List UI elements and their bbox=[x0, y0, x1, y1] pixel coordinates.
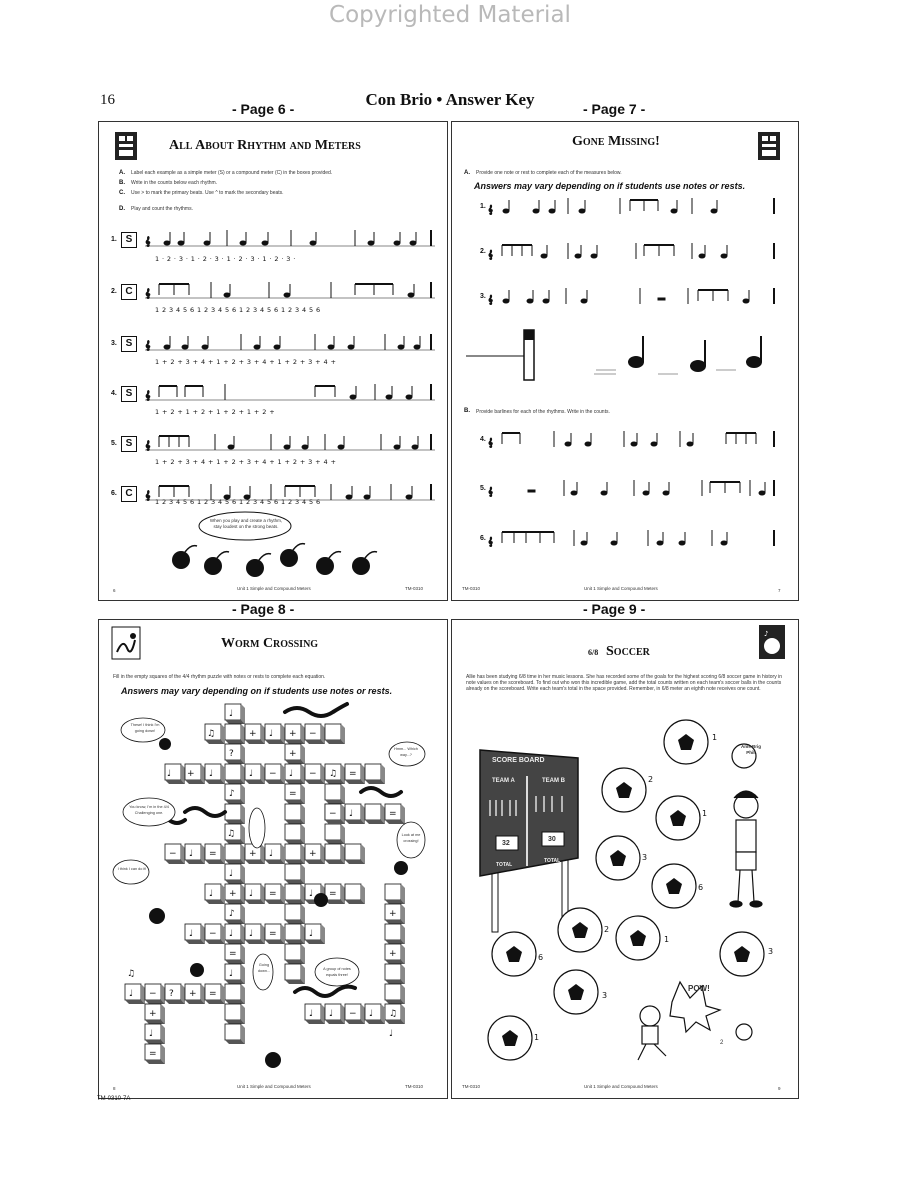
svg-text:−: − bbox=[309, 769, 317, 779]
svg-text:♫: ♫ bbox=[207, 729, 216, 739]
svg-text:♫: ♫ bbox=[127, 969, 136, 979]
letter-b: B. bbox=[119, 180, 125, 186]
worm-icon bbox=[111, 626, 141, 660]
letter-a: A. bbox=[119, 170, 125, 176]
bubble-text: Hmm... Which way...? bbox=[394, 747, 418, 757]
svg-text:−: − bbox=[269, 769, 277, 779]
rhythm-staff bbox=[145, 228, 437, 252]
svg-text:♩: ♩ bbox=[189, 929, 194, 939]
svg-text:6: 6 bbox=[698, 883, 704, 892]
worksheet-title: Soccer bbox=[606, 644, 650, 659]
svg-text:=: = bbox=[209, 989, 217, 999]
svg-text:=: = bbox=[329, 889, 337, 899]
footer-code: TM-0310 bbox=[405, 586, 424, 591]
instruction: Allie has been studying 6/8 time in her music lessons. She has recorded some of the goals for the highest scoring 6/8 soccer game in history in note values on the scoreboard. To find out who won this incredible game, add the total counts written on each team's soccer balls in the counts already on the scoreboard. Write each team's total in the space provided. Remember, in 6/8 meter an eighth note receives one count. bbox=[466, 674, 783, 692]
svg-text:♩: ♩ bbox=[309, 889, 314, 899]
svg-text:+: + bbox=[309, 849, 317, 859]
svg-text:6: 6 bbox=[538, 953, 544, 962]
svg-text:𝄞: 𝄞 bbox=[488, 537, 493, 546]
svg-text:=: = bbox=[269, 889, 277, 899]
meter-label-box: C bbox=[121, 486, 137, 502]
svg-text:♫: ♫ bbox=[227, 829, 236, 839]
meter-label-box: C bbox=[121, 284, 137, 300]
svg-text:?: ? bbox=[169, 989, 174, 999]
svg-text:♩: ♩ bbox=[229, 869, 234, 879]
worksheet-page-9 bbox=[451, 619, 799, 1099]
rhythm-staff bbox=[488, 243, 784, 263]
svg-text:♩: ♩ bbox=[189, 849, 194, 859]
music-note-bombs bbox=[167, 536, 387, 580]
row-number: 4. bbox=[480, 436, 486, 443]
svg-text:−: − bbox=[329, 809, 337, 819]
bubble-text: I think I can do it! bbox=[117, 867, 147, 871]
bubble-text: A group of notes equals three! bbox=[323, 967, 351, 977]
counts-text: 1 + 2 + 3 + 4 + 1 + 2 + 3 + 4 + 1 + 2 + 3 + 4 + bbox=[155, 458, 337, 466]
svg-text:♩: ♩ bbox=[129, 989, 134, 999]
svg-text:♫: ♫ bbox=[329, 769, 338, 779]
counts-text: 1 2 3 4 5 6 1 2 3 4 5 6 1 2 3 4 5 6 1 2 3 4 5 6 bbox=[155, 306, 321, 314]
footer-page: 8 bbox=[113, 1086, 116, 1091]
svg-text:+: + bbox=[389, 949, 397, 959]
svg-text:♩: ♩ bbox=[249, 769, 254, 779]
row-number: 4. bbox=[111, 390, 117, 397]
rhythm-staff bbox=[145, 332, 437, 356]
svg-text:−: − bbox=[309, 729, 317, 739]
svg-text:𝄞: 𝄞 bbox=[145, 441, 151, 451]
row-number: 2. bbox=[111, 288, 117, 295]
svg-text:?: ? bbox=[229, 749, 234, 759]
svg-text:3: 3 bbox=[768, 947, 774, 956]
letter-c: C. bbox=[119, 190, 125, 196]
footer-page: 6 bbox=[113, 588, 116, 593]
answer-note: Answers may vary depending on if students use notes or rests. bbox=[121, 686, 393, 696]
svg-text:1: 1 bbox=[534, 1033, 540, 1042]
svg-text:♪: ♪ bbox=[229, 909, 235, 919]
svg-text:3: 3 bbox=[642, 853, 648, 862]
svg-text:♪: ♪ bbox=[229, 789, 235, 799]
total-label-b: TOTAL bbox=[544, 858, 561, 864]
row-number: 3. bbox=[480, 293, 486, 300]
footer-code: TM-0310 bbox=[405, 1084, 424, 1089]
soccer-icon bbox=[758, 624, 786, 660]
speech-bubble: Ams Brig Phill bbox=[740, 744, 761, 755]
music-icon bbox=[113, 130, 139, 162]
counts-text: 1 + 2 + 1 + 2 + 1 + 2 + 1 + 2 + bbox=[155, 408, 276, 416]
svg-text:−: − bbox=[169, 849, 177, 859]
worksheet-title: Worm Crossing bbox=[221, 636, 319, 651]
worksheet-title: All About Rhythm and Meters bbox=[169, 138, 361, 153]
team-b-score: 30 bbox=[548, 836, 556, 843]
svg-text:♩: ♩ bbox=[167, 769, 172, 779]
svg-text:𝄞: 𝄞 bbox=[488, 205, 493, 214]
instruction-d: Play and count the rhythms. bbox=[131, 206, 193, 212]
svg-text:𝄞: 𝄞 bbox=[488, 438, 493, 447]
footer-unit: Unit 1 Simple and Compound Meters bbox=[237, 1084, 311, 1089]
instruction-c: Use > to mark the primary beats. Use ^ to mark the secondary beats. bbox=[131, 190, 284, 196]
instruction-a: Provide one note or rest to complete each of the measures below. bbox=[476, 170, 622, 176]
scoreboard-heading: SCORE BOARD bbox=[492, 757, 545, 764]
worksheet-page-6 bbox=[98, 121, 448, 601]
worksheet-page-8 bbox=[98, 619, 448, 1099]
svg-text:♩: ♩ bbox=[209, 889, 214, 899]
svg-text:2: 2 bbox=[648, 775, 654, 784]
svg-text:−: − bbox=[209, 929, 217, 939]
svg-text:♩: ♩ bbox=[269, 849, 274, 859]
counts-text: 1 + 2 + 3 + 4 + 1 + 2 + 3 + 4 + 1 + 2 + 3 + 4 + bbox=[155, 358, 337, 366]
svg-text:𝄞: 𝄞 bbox=[488, 295, 493, 304]
bubble-text: You know, I'm in the 4/4 Challenging one. bbox=[129, 805, 169, 815]
row-number: 1. bbox=[111, 236, 117, 243]
letter-d: D. bbox=[119, 206, 125, 212]
svg-text:𝄞: 𝄞 bbox=[145, 341, 151, 351]
worksheet-title: Gone Missing! bbox=[572, 134, 660, 149]
bubble-text: When you play and create a rhythm, stay loudest on the strong beats. bbox=[209, 518, 283, 529]
meter-label-box: S bbox=[121, 336, 137, 352]
rhythm-staff bbox=[145, 382, 437, 406]
row-number: 6. bbox=[111, 490, 117, 497]
svg-text:♩: ♩ bbox=[249, 889, 254, 899]
total-label-a: TOTAL bbox=[496, 862, 513, 868]
rhythm-staff bbox=[145, 280, 437, 304]
footer-unit: Unit 1 Simple and Compound Meters bbox=[237, 586, 311, 591]
svg-text:♩: ♩ bbox=[249, 929, 254, 939]
team-a-label: TEAM A bbox=[492, 778, 515, 784]
row-number: 3. bbox=[111, 340, 117, 347]
svg-text:2: 2 bbox=[604, 925, 610, 934]
svg-text:+: + bbox=[149, 1009, 157, 1019]
svg-text:♫: ♫ bbox=[389, 1009, 398, 1019]
counts-text: 1 2 3 4 5 6 1 2 3 4 5 6 1 2 3 4 5 6 1 2 3 4 5 6 bbox=[155, 498, 321, 506]
svg-text:+: + bbox=[249, 849, 257, 859]
ball-count: 2 bbox=[720, 1040, 724, 1046]
svg-text:♪: ♪ bbox=[764, 630, 769, 638]
svg-text:𝄞: 𝄞 bbox=[488, 487, 493, 496]
svg-text:♩: ♩ bbox=[369, 1009, 374, 1019]
svg-text:−: − bbox=[149, 989, 157, 999]
svg-text:+: + bbox=[189, 989, 197, 999]
svg-text:♩: ♩ bbox=[309, 929, 314, 939]
meter-sign: 6/8 bbox=[588, 648, 599, 657]
svg-text:𝄞: 𝄞 bbox=[145, 289, 151, 299]
row-number: 2. bbox=[480, 248, 486, 255]
bubble-text: These! I think I'm going down! bbox=[130, 723, 160, 733]
rhythm-staff bbox=[488, 480, 784, 500]
page-7-label: - Page 7 - bbox=[583, 101, 646, 117]
svg-text:3: 3 bbox=[602, 991, 608, 1000]
instruction-a: Label each example as a simple meter (S) or a compound meter (C) in the boxes provided. bbox=[131, 170, 333, 176]
svg-text:+: + bbox=[229, 889, 237, 899]
svg-text:+: + bbox=[249, 729, 257, 739]
svg-text:𝄞: 𝄞 bbox=[145, 237, 151, 247]
svg-text:=: = bbox=[209, 849, 217, 859]
soccer-balls bbox=[482, 710, 792, 1070]
footer-code: TM-0310 bbox=[462, 586, 481, 591]
svg-text:=: = bbox=[289, 789, 297, 799]
team-a-score: 32 bbox=[502, 840, 510, 847]
row-number: 1. bbox=[480, 203, 486, 210]
watermark: Copyrighted Material bbox=[329, 2, 571, 28]
letter-a: A. bbox=[464, 170, 470, 176]
meter-label-box: S bbox=[121, 232, 137, 248]
svg-text:=: = bbox=[149, 1049, 157, 1059]
instruction-b: Write in the counts below each rhythm. bbox=[131, 180, 218, 186]
crossword-grid bbox=[109, 700, 439, 1090]
footer-page: 7 bbox=[778, 588, 781, 593]
answer-note: Answers may vary depending on if students use notes or rests. bbox=[474, 181, 746, 191]
bubble-text: Look at me crossing! bbox=[401, 833, 421, 843]
svg-text:=: = bbox=[229, 949, 237, 959]
svg-text:♩: ♩ bbox=[309, 1009, 314, 1019]
svg-text:♩: ♩ bbox=[329, 1009, 334, 1019]
pow-text: POW! bbox=[688, 984, 710, 993]
bubble-text: Going down... bbox=[257, 963, 271, 973]
meter-label-box: S bbox=[121, 386, 137, 402]
svg-text:=: = bbox=[389, 809, 397, 819]
svg-text:♩: ♩ bbox=[349, 809, 354, 819]
rhythm-staff bbox=[488, 530, 784, 550]
rhythm-staff bbox=[488, 198, 784, 218]
music-icon bbox=[756, 130, 782, 162]
team-b-label: TEAM B bbox=[542, 778, 565, 784]
letter-b: B. bbox=[464, 408, 470, 414]
svg-text:♩: ♩ bbox=[229, 929, 234, 939]
meter-label-box: S bbox=[121, 436, 137, 452]
svg-text:1: 1 bbox=[702, 809, 708, 818]
svg-text:♩: ♩ bbox=[389, 1029, 394, 1039]
svg-text:𝄞: 𝄞 bbox=[488, 250, 493, 259]
running-notes-illustration bbox=[466, 326, 786, 390]
row-number: 5. bbox=[111, 440, 117, 447]
svg-text:1: 1 bbox=[664, 935, 670, 944]
svg-text:𝄞: 𝄞 bbox=[145, 491, 151, 501]
svg-text:+: + bbox=[289, 729, 297, 739]
row-number: 5. bbox=[480, 485, 486, 492]
svg-text:♩: ♩ bbox=[289, 769, 294, 779]
page-number: 16 bbox=[100, 92, 115, 108]
svg-text:+: + bbox=[289, 749, 297, 759]
svg-text:𝄞: 𝄞 bbox=[145, 391, 151, 401]
row-number: 6. bbox=[480, 535, 486, 542]
worksheet-page-7 bbox=[451, 121, 799, 601]
footer-unit: Unit 1 Simple and Compound Meters bbox=[584, 586, 658, 591]
page-8-label: - Page 8 - bbox=[232, 601, 295, 617]
instruction: Fill in the empty squares of the 4/4 rhythm puzzle with notes or rests to complete each equation. bbox=[113, 674, 326, 680]
svg-text:+: + bbox=[187, 769, 195, 779]
svg-text:+: + bbox=[389, 909, 397, 919]
counts-text: 1 · 2 · 3 · 1 · 2 · 3 · 1 · 2 · 3 · 1 · 2 · 3 · bbox=[155, 255, 296, 263]
svg-text:=: = bbox=[349, 769, 357, 779]
svg-text:−: − bbox=[349, 1009, 357, 1019]
instruction-b: Provide barlines for each of the rhythms. Write in the counts. bbox=[476, 409, 610, 415]
document-code: TM-0310-7A bbox=[97, 1096, 131, 1102]
svg-text:♩: ♩ bbox=[229, 709, 234, 719]
footer-code: TM-0310 bbox=[462, 1084, 481, 1089]
svg-text:♩: ♩ bbox=[229, 969, 234, 979]
footer-page: 9 bbox=[778, 1086, 781, 1091]
svg-text:=: = bbox=[269, 929, 277, 939]
rhythm-staff bbox=[488, 288, 784, 308]
rhythm-staff bbox=[488, 431, 784, 451]
page-title: Con Brio • Answer Key bbox=[365, 90, 535, 109]
rhythm-staff bbox=[145, 432, 437, 456]
svg-text:♩: ♩ bbox=[149, 1029, 154, 1039]
page-6-label: - Page 6 - bbox=[232, 101, 295, 117]
svg-text:♩: ♩ bbox=[269, 729, 274, 739]
svg-text:♩: ♩ bbox=[209, 769, 214, 779]
page-9-label: - Page 9 - bbox=[583, 601, 646, 617]
svg-text:1: 1 bbox=[712, 733, 718, 742]
footer-unit: Unit 1 Simple and Compound Meters bbox=[584, 1084, 658, 1089]
